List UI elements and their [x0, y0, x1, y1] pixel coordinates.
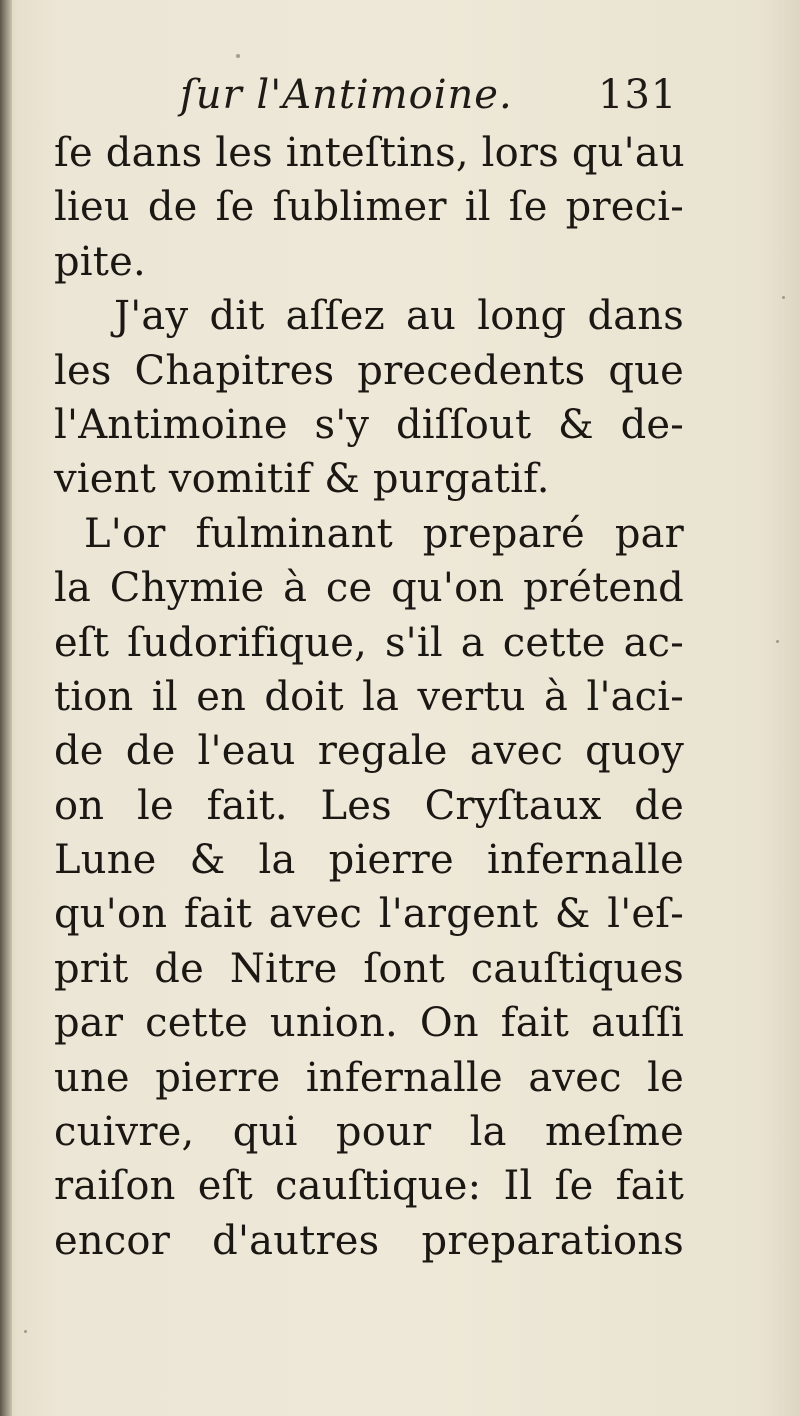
paper-speck	[782, 296, 785, 299]
text-line: Lune & la pierre infernalle	[54, 837, 684, 884]
paper-speck	[24, 1330, 27, 1333]
running-head	[0, 72, 800, 132]
page-gutter	[0, 0, 12, 1416]
text-line: eſt ſudorifique, s'il a cette ac-	[54, 619, 684, 666]
text-line: on le fait. Les Cryſtaux de	[54, 782, 684, 829]
text-line: les Chapitres precedents que	[54, 347, 684, 394]
text-line: J'ay dit aſſez au long dans	[114, 293, 684, 340]
page-number: 131	[598, 72, 678, 118]
text-line: prit de Nitre ſont cauſtiques	[54, 945, 684, 992]
text-line: raiſon eſt cauſtique: Il ſe fait	[54, 1163, 684, 1210]
text-line: de de l'eau regale avec quoy	[54, 728, 684, 775]
text-line: l'Antimoine s'y diſſout & de-	[54, 401, 684, 448]
text-line: tion il en doit la vertu à l'aci-	[54, 673, 684, 720]
text-line: cuivre, qui pour la meſme	[54, 1109, 684, 1156]
text-line: ſe dans les inteſtins, lors qu'au	[54, 130, 685, 176]
body-text	[54, 126, 684, 1268]
text-line: pite.	[54, 238, 146, 285]
text-line: lieu de ſe ſublimer il ſe preci-	[54, 184, 684, 231]
text-line: qu'on fait avec l'argent & l'eſ-	[54, 891, 684, 938]
paper-speck	[776, 640, 779, 643]
running-title: ſur l'Antimoine.	[180, 72, 513, 118]
text-line: une pierre infernalle avec le	[54, 1054, 684, 1101]
text-line: la Chymie à ce qu'on prétend	[54, 565, 684, 612]
text-line: L'or fulminant preparé par	[84, 510, 684, 557]
text-line: vient vomitif & purgatif.	[54, 456, 550, 503]
text-line: encor d'autres preparations	[54, 1217, 684, 1264]
text-line: par cette union. On fait auſſi	[54, 1000, 684, 1047]
paper-speck	[236, 54, 240, 58]
